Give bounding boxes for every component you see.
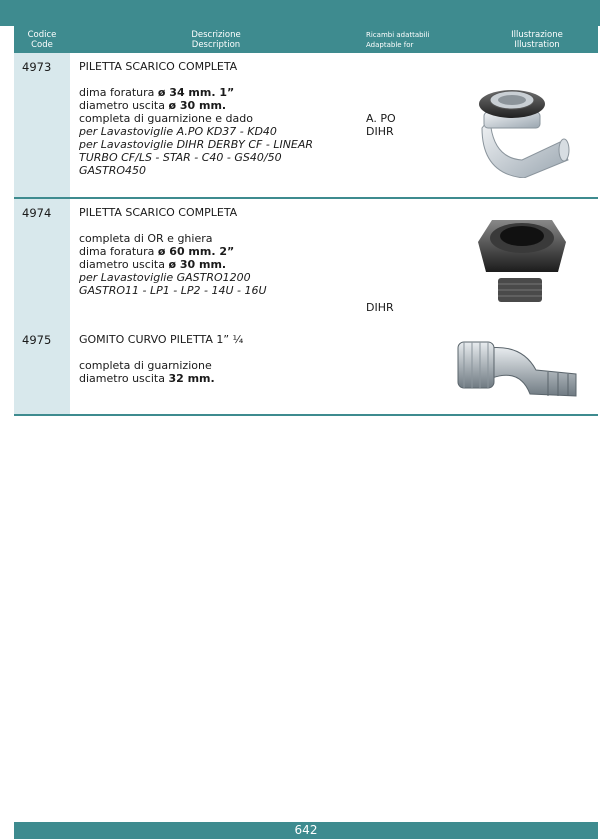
- top-band: [0, 0, 600, 26]
- row-divider: [14, 197, 598, 199]
- table-header: [14, 26, 598, 53]
- product-code: 4974: [22, 206, 52, 220]
- drain-fitting-elbow-image: [462, 78, 582, 178]
- header-code: Codice Code: [27, 30, 57, 50]
- product-title: PILETTA SCARICO COMPLETA: [79, 206, 238, 219]
- header-illustration: Illustrazione Illustration: [511, 30, 563, 50]
- curved-elbow-image: [452, 334, 586, 406]
- product-description: GOMITO CURVO PILETTA 1” ¼ completa di guarnizione diametro uscita 32 mm.: [79, 333, 364, 385]
- adaptable-brands: A. PO DIHR: [366, 112, 396, 138]
- page-number: 642: [14, 822, 598, 839]
- product-description: PILETTA SCARICO COMPLETA dima foratura ø 34 mm. 1” diametro uscita ø 30 mm. completa di guarnizione e dado per Lavastoviglie A.PO KD37 - KD40 per Lavastoviglie DIHR DERBY CF - LINEAR TURBO CF/LS - STAR - C40 - GS40/50 GASTRO450: [79, 60, 364, 177]
- code-column-background: [14, 53, 70, 415]
- header-adaptable: Ricambi adattabili Adaptable for: [366, 31, 430, 49]
- drain-fitting-nut-image: [470, 212, 574, 308]
- product-title: PILETTA SCARICO COMPLETA: [79, 60, 238, 73]
- product-code: 4975: [22, 333, 52, 347]
- product-code: 4973: [22, 60, 52, 74]
- row-divider: [14, 414, 598, 416]
- header-description: Descrizione Description: [191, 30, 241, 50]
- product-description: PILETTA SCARICO COMPLETA completa di OR e ghiera dima foratura ø 60 mm. 2” diametro uscita ø 30 mm. per Lavastoviglie GASTRO1200 GASTRO11 - LP1 - LP2 - 14U - 16U: [79, 206, 364, 297]
- adaptable-brands: DIHR: [366, 301, 394, 314]
- product-title: GOMITO CURVO PILETTA 1” ¼: [79, 333, 244, 346]
